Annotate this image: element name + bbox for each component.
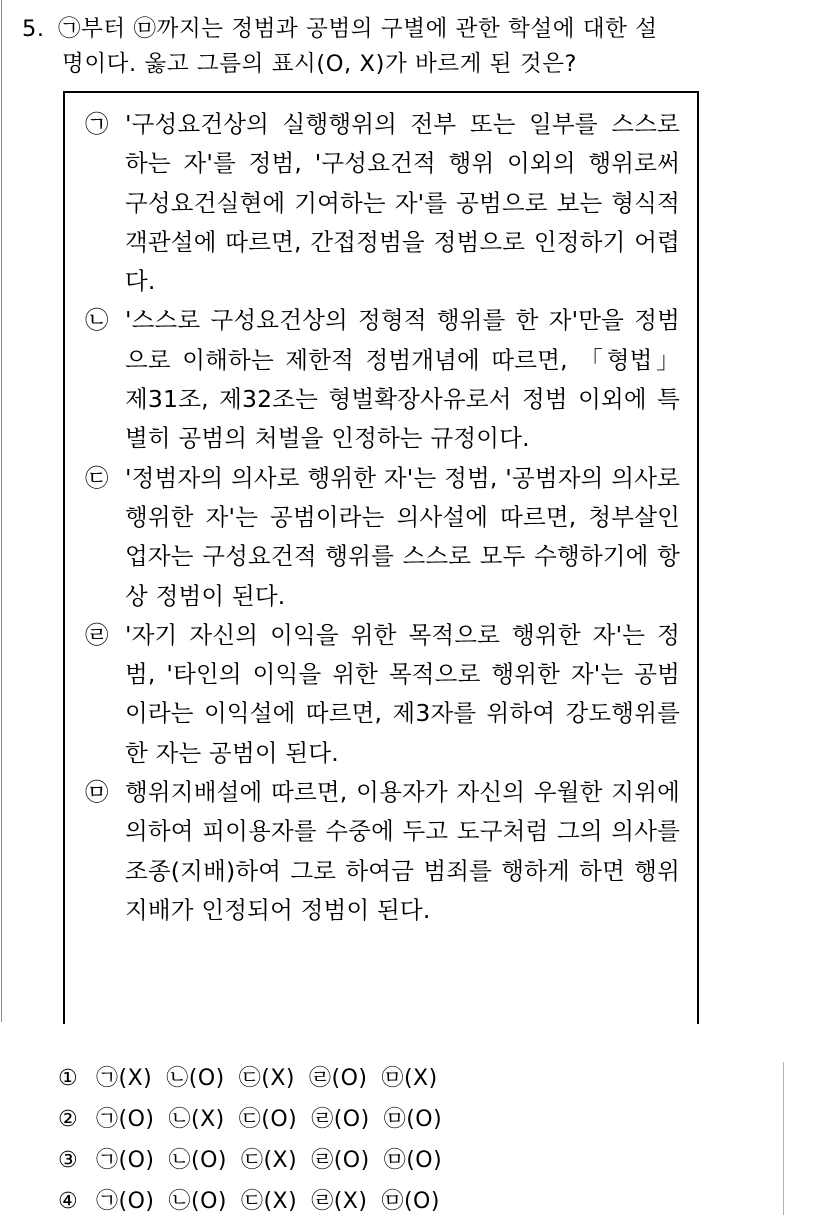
choice-mark: ㉤(X) [381, 1066, 438, 1091]
question-line-1 [22, 12, 812, 47]
question-stem [22, 12, 812, 82]
choice-mark: ㉡(O) [168, 1148, 227, 1173]
choice-mark: ㉡(X) [168, 1107, 225, 1132]
statement-item-a [85, 105, 680, 301]
choice-number: ① [58, 1066, 79, 1091]
choice-mark: ㉠(X) [96, 1066, 153, 1091]
choice-mark: ㉢(X) [240, 1148, 298, 1173]
question-number: 5. [22, 16, 45, 42]
choice-mark: ㉣(O) [311, 1107, 370, 1132]
statement-marker-b: ㉡ [85, 306, 109, 335]
question-text-line-2: 명이다. 옳고 그름의 표시(O, X)가 바르게 된 것은? [62, 51, 578, 77]
choice-mark: ㉠(O) [96, 1148, 155, 1173]
choice-mark: ㉢(X) [238, 1066, 295, 1091]
choice-mark: ㉠(O) [96, 1189, 155, 1214]
choice-mark: ㉠(O) [96, 1107, 155, 1132]
choice-mark: ㉡(O) [166, 1066, 225, 1091]
choice-mark: ㉤(O) [383, 1148, 443, 1173]
choice-mark: ㉡(O) [168, 1189, 227, 1214]
statement-marker-d: ㉣ [85, 620, 109, 649]
answer-choice-4[interactable] [58, 1181, 442, 1222]
statement-item-c [85, 459, 680, 616]
choice-number: ③ [58, 1148, 79, 1173]
page-margin-rule-left [1, 0, 2, 1022]
answer-choices [58, 1058, 442, 1222]
statement-marker-c: ㉢ [85, 463, 109, 492]
choice-mark: ㉤(O) [383, 1107, 443, 1132]
choice-number: ④ [58, 1189, 79, 1214]
statement-text-d: '자기 자신의 이익을 위한 목적으로 행위한 자'는 정범, '타인의 이익을 위한 목적으로 행위한 자'는 공범이라는 이익설에 따르면, 제3자를 위하여 강도행위를 한 자는 공범이 된다. [125, 620, 680, 767]
statement-item-b [85, 301, 680, 458]
statement-text-c: '정범자의 의사로 행위한 자'는 정범, '공범자의 의사로 행위한 자'는 공범이라는 의사설에 따르면, 청부살인업자는 구성요건적 행위를 스스로 모두 수행하기에 항상 정범이 된다. [125, 463, 680, 610]
statements-box [63, 91, 699, 1024]
choice-mark: ㉣(X) [311, 1189, 368, 1214]
page-margin-rule-right [783, 1062, 784, 1215]
statement-item-e [85, 773, 680, 930]
choice-mark: ㉣(O) [308, 1066, 368, 1091]
statement-item-d [85, 616, 680, 773]
answer-choice-2[interactable] [58, 1099, 442, 1140]
statement-marker-a: ㉠ [85, 110, 109, 138]
answer-choice-1[interactable] [58, 1058, 442, 1099]
answer-choice-3[interactable] [58, 1140, 442, 1181]
question-text-line-1: ㉠부터 ㉤까지는 정범과 공범의 구별에 관한 학설에 대한 설 [58, 16, 658, 42]
statement-marker-e: ㉤ [85, 778, 109, 807]
choice-mark: ㉢(X) [240, 1189, 298, 1214]
choice-mark: ㉢(O) [238, 1107, 298, 1132]
choice-mark: ㉤(O) [381, 1189, 440, 1214]
choice-number: ② [58, 1107, 79, 1132]
statement-text-b: '스스로 구성요건상의 정형적 행위를 한 자'만을 정범으로 이해하는 제한적 정범개념에 따르면, 「형법」 제31조, 제32조는 형벌확장사유로서 정범 이외에 특별히 공범의 처벌을 인정하는 규정이다. [125, 306, 680, 453]
statement-text-e: 행위지배설에 따르면, 이용자가 자신의 우월한 지위에 의하여 피이용자를 수중에 두고 도구처럼 그의 의사를 조종(지배)하여 그로 하여금 범죄를 행하게 하면 행위지배가 인정되어 정범이 된다. [125, 778, 680, 924]
choice-mark: ㉣(O) [311, 1148, 370, 1173]
statement-list [85, 105, 680, 930]
statement-text-a: '구성요건상의 실행행위의 전부 또는 일부를 스스로 하는 자'를 정범, '구성요건적 행위 이외의 행위로써 구성요건실현에 기여하는 자'를 공범으로 보는 형식적 객관설에 따르면, 간접정범을 정범으로 인정하기 어렵다. [125, 110, 680, 296]
